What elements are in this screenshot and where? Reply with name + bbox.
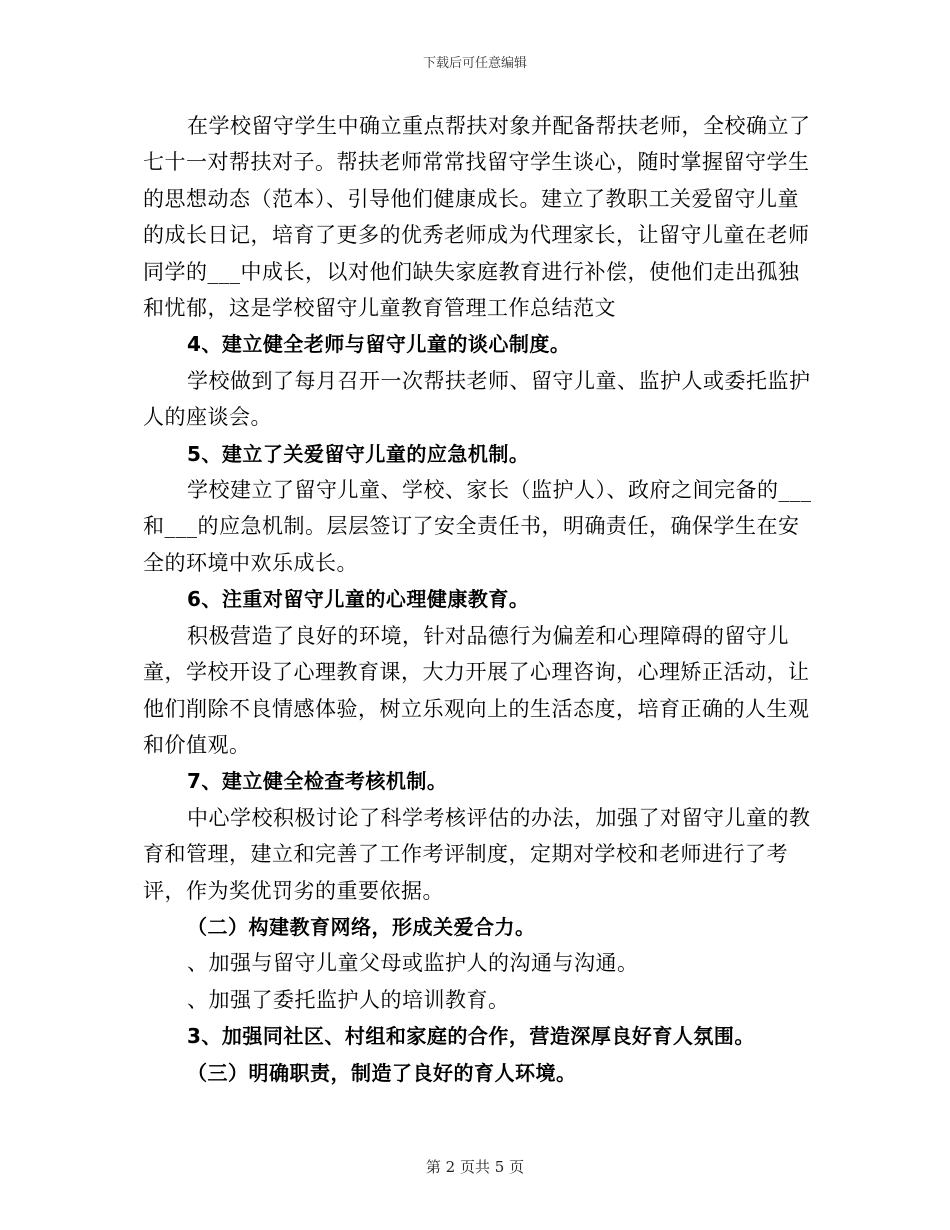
page-footer: 第 2 页共 5 页 — [425, 1158, 525, 1176]
paragraph-inspection: 中心学校积极讨论了科学考核评估的办法，加强了对留守儿童的教育和管理，建立和完善了工作考评制度，定期对学校和老师进行了考评，作为奖优罚劣的重要依据。 — [143, 805, 811, 903]
paragraph-parent-communication: 、加强与留守儿童父母或监护人的沟通与沟通。 — [187, 951, 639, 976]
page-header: 下载后可任意编辑 — [422, 56, 527, 71]
document-body — [143, 108, 813, 1091]
heading-education-network: （二）构建教育网络，形成关爱合力。 — [187, 914, 536, 939]
heading-inspection: 7、建立健全检查考核机制。 — [187, 769, 448, 794]
paragraph-emergency: 学校建立了留守儿童、学校、家长（监护人）、政府之间完备的___和___的应急机制。层层签订了安全责任书，明确责任，确保学生在安全的环境中欢乐成长。 — [143, 478, 812, 575]
paragraph-mental-health: 积极营造了良好的环境，针对品德行为偏差和心理障碍的留守儿童，学校开设了心理教育课，大力开展了心理咨询，心理矫正活动，让他们削除不良情感体验，树立乐观向上的生活态度，培育正确的人生观和价值观。 — [143, 623, 810, 757]
paragraph-guardian-training: 、加强了委托监护人的培训教育。 — [187, 987, 510, 1012]
paragraph-mentoring: 在学校留守学生中确立重点帮扶对象并配备帮扶老师，全校确立了七十一对帮扶对子。帮扶老师常常找留守学生谈心，随时掌握留守学生的思想动态（范本）、引导他们健康成长。建立了教职工关爱留守儿童的成长日记，培育了更多的优秀老师成为代理家长，让留守儿童在老师同学的___中成长，以对他们缺失家庭教育进行补偿，使他们走出孤独和忧郁，这是学校留守儿童教育管理工作总结范文 — [143, 114, 811, 321]
heading-community-cooperation: 3、加强同社区、村组和家庭的合作，营造深厚良好育人氛围。 — [187, 1024, 755, 1049]
heading-mental-health: 6、注重对留守儿童的心理健康教育。 — [187, 587, 530, 612]
heading-emergency-mechanism: 5、建立了关爱留守儿童的应急机制。 — [187, 441, 530, 466]
paragraph-monthly-meeting: 学校做到了每月召开一次帮扶老师、留守儿童、监护人或委托监护人的座谈会。 — [143, 368, 811, 430]
heading-responsibilities: （三）明确职责，制造了良好的育人环境。 — [187, 1060, 577, 1085]
heading-talk-system: 4、建立健全老师与留守儿童的谈心制度。 — [187, 332, 571, 357]
